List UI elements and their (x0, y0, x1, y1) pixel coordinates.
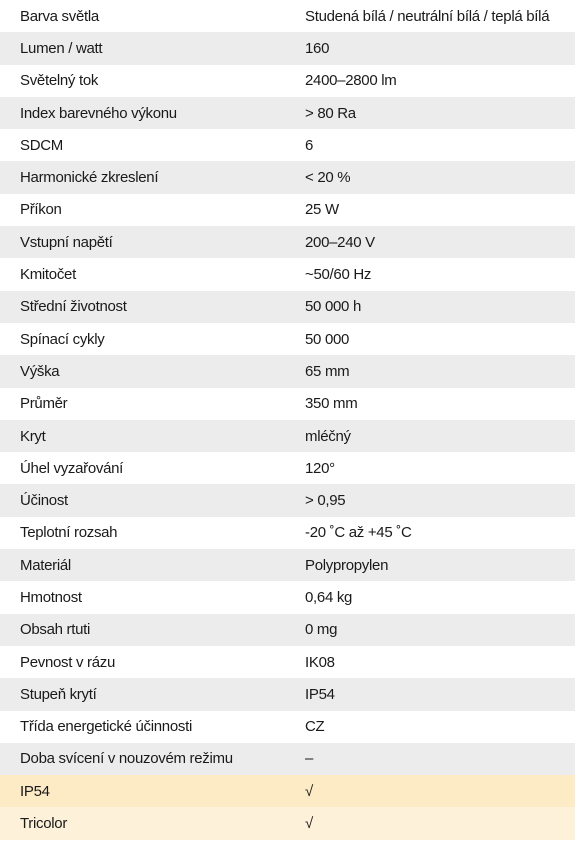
spec-value: 0,64 kg (285, 581, 575, 613)
spec-label: Úhel vyzařování (0, 452, 285, 484)
spec-label: Výška (0, 355, 285, 387)
spec-value: 65 mm (285, 355, 575, 387)
spec-label: Lumen / watt (0, 32, 285, 64)
spec-value: CZ (285, 711, 575, 743)
spec-value: 120° (285, 452, 575, 484)
spec-value: Polypropylen (285, 549, 575, 581)
spec-value: 350 mm (285, 388, 575, 420)
spec-row-diameter (0, 388, 575, 420)
spec-label: Spínací cykly (0, 323, 285, 355)
spec-label: Příkon (0, 194, 285, 226)
spec-value: 0 mg (285, 614, 575, 646)
spec-label: Střední životnost (0, 291, 285, 323)
spec-row-switching-cycles (0, 323, 575, 355)
spec-label: Harmonické zkreslení (0, 161, 285, 193)
spec-value: IK08 (285, 646, 575, 678)
spec-value: Studená bílá / neutrální bílá / teplá bílá (285, 0, 575, 32)
spec-label: Doba svícení v nouzovém režimu (0, 743, 285, 775)
spec-value: mléčný (285, 420, 575, 452)
spec-value: 160 (285, 32, 575, 64)
spec-row-lumen-per-watt (0, 32, 575, 64)
spec-value: > 0,95 (285, 484, 575, 516)
spec-row-ingress-protection (0, 678, 575, 710)
spec-value: > 80 Ra (285, 97, 575, 129)
spec-label: Index barevného výkonu (0, 97, 285, 129)
spec-value: 50 000 h (285, 291, 575, 323)
spec-row-material (0, 549, 575, 581)
spec-label: Třída energetické účinnosti (0, 711, 285, 743)
spec-label: Světelný tok (0, 65, 285, 97)
spec-label: Průměr (0, 388, 285, 420)
spec-value: 6 (285, 129, 575, 161)
spec-row-power-input (0, 194, 575, 226)
spec-value: 200–240 V (285, 226, 575, 258)
spec-row-emergency-duration (0, 743, 575, 775)
spec-value: 50 000 (285, 323, 575, 355)
spec-value: IP54 (285, 678, 575, 710)
spec-value: 2400–2800 lm (285, 65, 575, 97)
spec-row-color-rendering-index (0, 97, 575, 129)
spec-value: – (285, 743, 575, 775)
spec-row-impact-resistance (0, 646, 575, 678)
spec-row-sdcm (0, 129, 575, 161)
spec-label: Účinost (0, 484, 285, 516)
spec-value: 25 W (285, 194, 575, 226)
spec-row-input-voltage (0, 226, 575, 258)
check-icon: √ (285, 775, 575, 807)
spec-label: Kryt (0, 420, 285, 452)
spec-label: Stupeň krytí (0, 678, 285, 710)
spec-value: -20 ˚C až +45 ˚C (285, 517, 575, 549)
spec-row-energy-class (0, 711, 575, 743)
check-icon: √ (285, 807, 575, 839)
spec-row-power-factor (0, 484, 575, 516)
spec-value: < 20 % (285, 161, 575, 193)
spec-value: ~50/60 Hz (285, 258, 575, 290)
spec-label: Teplotní rozsah (0, 517, 285, 549)
spec-label: Barva světla (0, 0, 285, 32)
spec-row-ip54-feature (0, 775, 575, 807)
spec-label: Obsah rtuti (0, 614, 285, 646)
spec-row-temperature-range (0, 517, 575, 549)
spec-row-mercury-content (0, 614, 575, 646)
spec-label: Hmotnost (0, 581, 285, 613)
spec-row-beam-angle (0, 452, 575, 484)
spec-row-average-lifetime (0, 291, 575, 323)
spec-row-luminous-flux (0, 65, 575, 97)
spec-label: Tricolor (0, 807, 285, 839)
spec-label: Materiál (0, 549, 285, 581)
spec-row-weight (0, 581, 575, 613)
spec-label: Kmitočet (0, 258, 285, 290)
spec-row-harmonic-distortion (0, 161, 575, 193)
spec-label: Vstupní napětí (0, 226, 285, 258)
spec-row-tricolor-feature (0, 807, 575, 839)
spec-row-height (0, 355, 575, 387)
spec-row-light-color (0, 0, 575, 32)
spec-label: IP54 (0, 775, 285, 807)
spec-label: SDCM (0, 129, 285, 161)
spec-label: Pevnost v rázu (0, 646, 285, 678)
spec-row-cover (0, 420, 575, 452)
spec-row-frequency (0, 258, 575, 290)
